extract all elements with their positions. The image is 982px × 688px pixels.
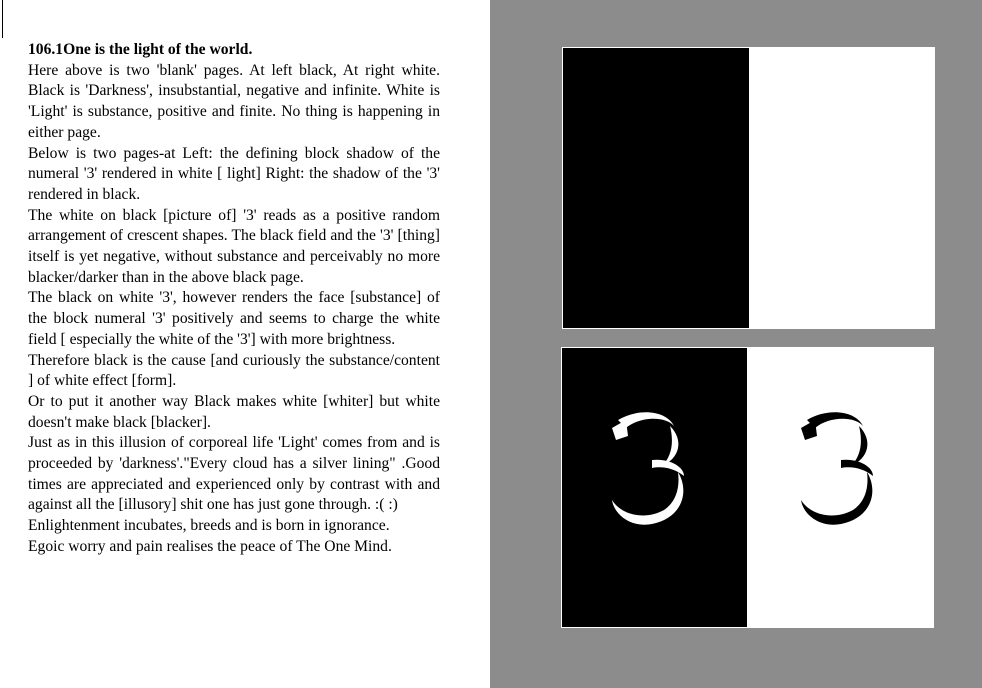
white-numeral-page: [747, 348, 933, 627]
blank-pages-frame: [562, 47, 935, 329]
text-column: [28, 40, 440, 558]
numeral-pages-frame: [561, 347, 934, 628]
white-blank-page: [749, 48, 934, 328]
white-3-shadow-icon: [608, 406, 698, 531]
paragraph: Here above is two 'blank' pages. At left black, At right white. Black is 'Darkness', insubstantial, negative and infinite. White is 'Light' is substance, positive and finite. No thing is happening in either page.: [28, 61, 440, 141]
black-numeral-page: [562, 348, 747, 627]
paragraph: The black on white '3', however renders the face [substance] of the block numeral '3' positively and seems to charge the white field [ especially the white of the '3'] with more brightness.: [28, 289, 440, 348]
text-cursor: [2, 0, 3, 38]
black-3-shadow-icon: [797, 406, 887, 531]
illustration-panel: [490, 0, 982, 688]
paragraph: Or to put it another way Black makes white [whiter] but white doesn't make black [blacker].: [28, 392, 440, 431]
paragraph: The white on black [picture of] '3' reads as a positive random arrangement of crescent shapes. The black field and the '3' [thing] itself is yet negative, without substance and perceivably no more blacker/darker than in the above black page.: [28, 206, 440, 286]
document-heading: 106.1One is the light of the world.: [28, 41, 253, 58]
paragraph: Therefore black is the cause [and curiously the substance/content ] of white effect [form].: [28, 351, 440, 390]
paragraph: Just as in this illusion of corporeal life 'Light' comes from and is proceeded by 'darkness'."Every cloud has a silver lining" .Good times are appreciated and experienced only by contrast with and against all the [illusory] shit one has just gone through. :( :): [28, 434, 440, 514]
black-blank-page: [563, 48, 749, 328]
paragraph: Below is two pages-at Left: the defining block shadow of the numeral '3' rendered in white [ light] Right: the shadow of the '3' rendered in black.: [28, 144, 440, 203]
paragraph: Egoic worry and pain realises the peace of The One Mind.: [28, 537, 392, 555]
paragraph: Enlightenment incubates, breeds and is born in ignorance.: [28, 517, 390, 535]
